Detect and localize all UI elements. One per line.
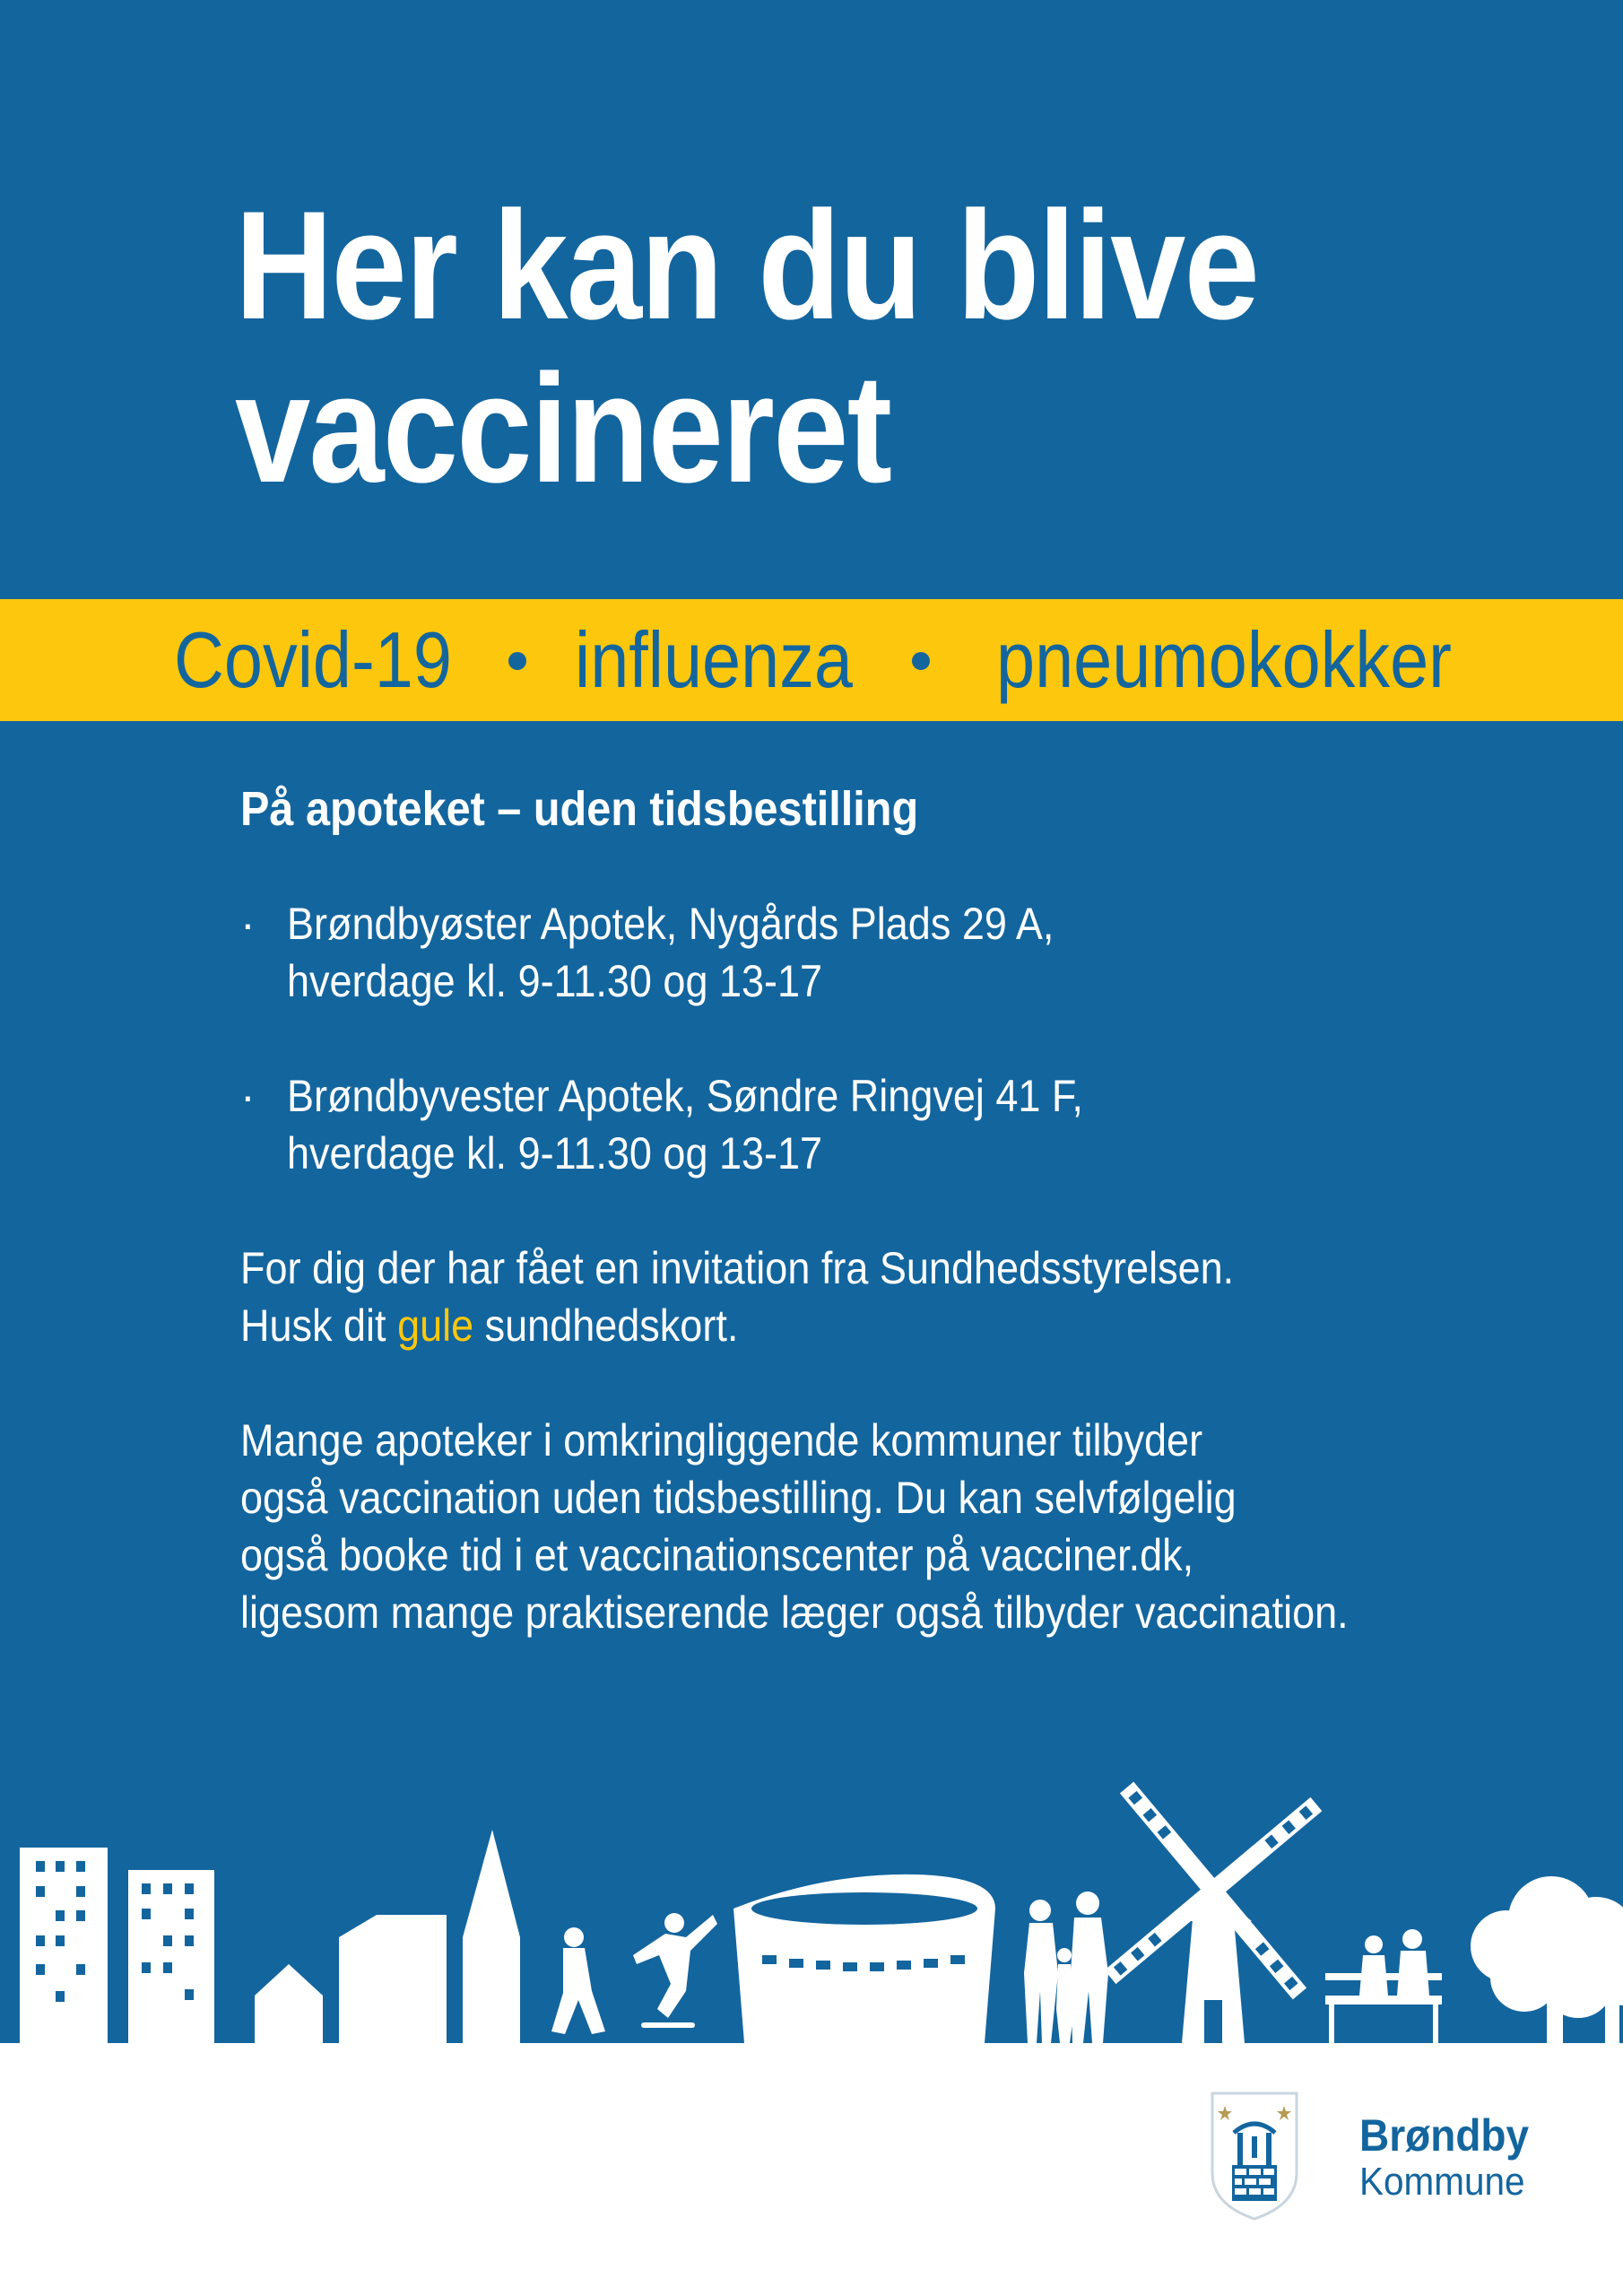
title-line-2: vaccineret <box>235 343 891 515</box>
health-card-pre: Husk dit <box>240 1300 398 1351</box>
location-item <box>240 895 1541 1010</box>
subheading: På apoteket – uden tidsbestilling <box>240 782 919 836</box>
title-line-1: Her kan du blive <box>235 179 1259 352</box>
brand-subtitle: Kommune <box>1359 2160 1525 2204</box>
banner-item-pneumokokker: pneumokokker <box>996 615 1452 704</box>
bullet-icon: · <box>240 899 256 949</box>
info-line: også booke tid i et vaccinationscenter på vacciner.dk, <box>240 1530 1194 1580</box>
location-address: Brøndbyøster Apotek, Nygårds Plads 29 A, <box>287 899 1055 949</box>
banner-item-influenza: influenza <box>575 615 853 704</box>
brondby-kommune-logo <box>1207 2088 1610 2231</box>
location-address: Brøndbyvester Apotek, Søndre Ringvej 41 F, <box>287 1071 1083 1121</box>
location-item <box>240 1067 1541 1182</box>
yellow-highlight: gule <box>397 1300 474 1351</box>
invitation-paragraph <box>240 1239 1541 1354</box>
banner-item-covid: Covid-19 <box>174 615 452 704</box>
brand-name: Brøndby <box>1359 2110 1530 2161</box>
health-card-line <box>240 1297 1410 1354</box>
crest-icon <box>1207 2088 1302 2222</box>
info-line: Mange apoteker i omkringliggende kommuner tilbyder <box>240 1415 1203 1465</box>
health-card-post: sundhedskort. <box>473 1300 739 1351</box>
main-content <box>240 780 1541 1699</box>
invitation-line: For dig der har fået en invitation fra Sundhedsstyrelsen. <box>240 1243 1235 1293</box>
more-info-paragraph <box>240 1412 1541 1641</box>
info-line: ligesom mange praktiserende læger også tilbyder vaccination. <box>240 1587 1349 1638</box>
banner-separator-dot <box>912 652 930 670</box>
banner-separator-dot <box>508 652 526 670</box>
page-title <box>235 179 1419 515</box>
location-hours: hverdage kl. 9-11.30 og 13-17 <box>287 1128 823 1178</box>
location-hours: hverdage kl. 9-11.30 og 13-17 <box>287 956 823 1006</box>
info-line: også vaccination uden tidsbestilling. Du kan selvfølgelig <box>240 1473 1237 1523</box>
bullet-icon: · <box>240 1071 256 1121</box>
